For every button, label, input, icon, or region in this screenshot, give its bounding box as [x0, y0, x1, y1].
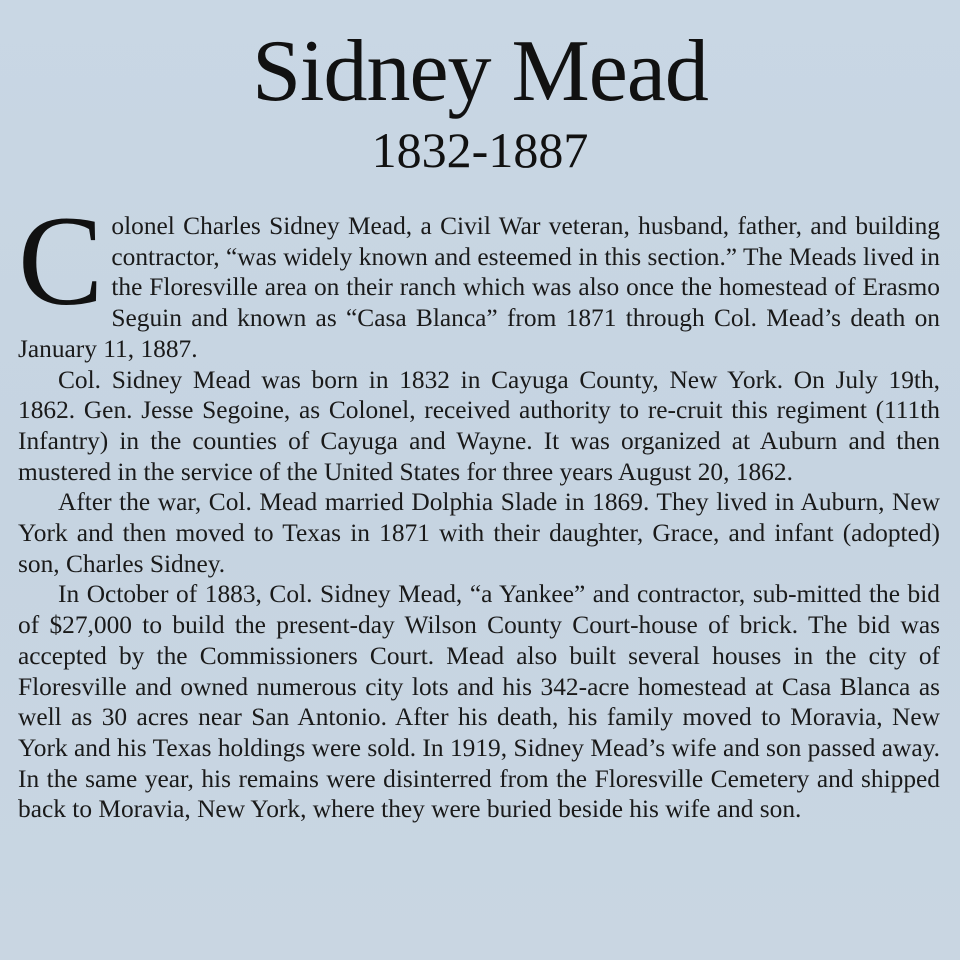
paragraph-2: Col. Sidney Mead was born in 1832 in Cayuga County, New York. On July 19th, 1862. Gen. Jesse Segoine, as Colonel, received authority to re-cruit this regiment (111th Infantry) in the counties of Cayuga and Wayne. It was organized at Auburn and then mustered in the service of the United States for three years August 20, 1862.: [18, 365, 940, 486]
drop-cap: C: [18, 190, 104, 332]
paragraph-3: After the war, Col. Mead married Dolphia Slade in 1869. They lived in Auburn, New York and then moved to Texas in 1871 with their daughter, Grace, and infant (adopted) son, Charles Sidney.: [18, 488, 940, 578]
article-body: [18, 190, 940, 825]
paragraph-1: [18, 190, 940, 365]
paragraph-4: In October of 1883, Col. Sidney Mead, “a Yankee” and contractor, sub-mitted the bid of $27,000 to build the present-day Wilson County Court-house of brick. The bid was accepted by the Commissioners Court. Mead also built several houses in the city of Floresville and owned numerous city lots and his 342-acre homestead at Casa Blanca as well as 30 acres near San Antonio. After his death, his family moved to Moravia, New York and his Texas holdings were sold. In 1919, Sidney Mead’s wife and son passed away. In the same year, his remains were disinterred from the Floresville Cemetery and shipped back to Moravia, New York, where they were buried beside his wife and son.: [18, 580, 940, 824]
paragraph-1-text: olonel Charles Sidney Mead, a Civil War veteran, husband, father, and building contractor, “was widely known and esteemed in this section.” The Meads lived in the Floresville area on their ranch which was also once the homestead of Erasmo Seguin and known as “Casa Blanca” from 1871 through Col. Mead’s death on January 11, 1887.: [18, 212, 940, 363]
article-title: Sidney Mead: [252, 23, 708, 120]
life-dates: 1832-1887: [371, 122, 589, 178]
